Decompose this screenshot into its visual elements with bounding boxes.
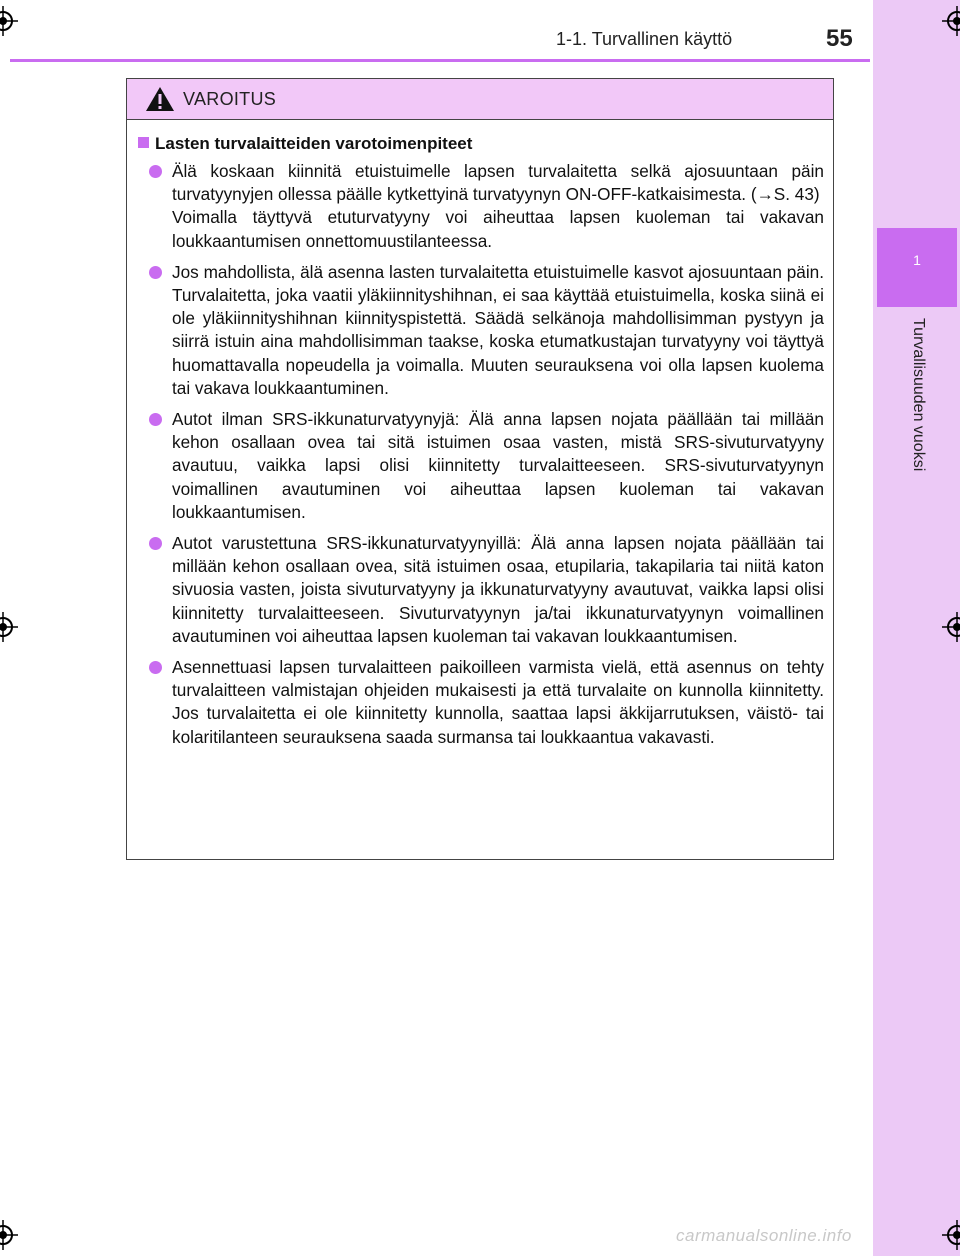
registration-mark-icon [942,612,960,642]
bullet-dot-icon [149,413,162,426]
list-item [135,408,825,524]
registration-mark-icon [0,6,18,36]
bullet-dot-icon [149,266,162,279]
watermark: carmanualsonline.info [676,1226,852,1245]
section-title [135,134,825,154]
item-paragraph: Autot ilman SRS-ikkunaturvatyynyjä: Älä anna lapsen nojata päällään tai millään kehon osallaan ovea tai sitä istuimen osaa vasten, mistä SRS-sivuturvatyyny avautuu, vaikka lapsi olisi kiinnitetty turvalaitteeseen. SRS-sivuturvatyynyn voimallinen avautuminen voi aiheuttaa lapsen kuoleman tai vakavan loukkaantumisen. [172,409,824,522]
section-title-text: Lasten turvalaitteiden varotoimenpiteet [155,134,473,153]
page-number: 55 [826,25,853,52]
warning-triangle-icon [145,86,175,112]
chapter-number: 1 [913,252,921,268]
header-rule [10,59,870,62]
list-item [135,656,825,749]
item-paragraph: Asennettuasi lapsen turvalaitteen paikoilleen varmista vielä, että asennus on tehty turvalaitteen valmistajan ohjeiden mukaisesti ja että turvalaite on kunnolla kiinnitetty. Jos turvalaitetta ei ole kiinnitetty kunnolla, saattaa lapsi äkkijarrutuksen, väistö- tai kolaritilanteen seurauksena saada surmansa tai loukkaantua vakavasti. [172,657,824,747]
chapter-tab [877,228,957,307]
registration-mark-icon [942,1220,960,1250]
chapter-title: Turvallisuuden vuoksi [910,318,927,472]
registration-mark-icon [0,1220,18,1250]
list-item [135,532,825,648]
registration-mark-icon [942,6,960,36]
warning-title: VAROITUS [183,89,277,109]
item-paragraph: Autot varustettuna SRS-ikkunaturvatyynyillä: Älä anna lapsen nojata päällään tai millään kehon osallaan ovea, sitä istuimen osaa, etupilaria, takapilaria tai niitä katon sivuosia vasten, joista sivuturvatyyny ja ikkunaturvatyyny avautuvat, vaikka lapsi olisi kiinnitetty turvalaitteeseen. Sivuturvatyynyn ja/tai ikkunaturvatyynyn voimallinen avautuminen voi aiheuttaa lapsen kuoleman tai vakavan loukkaantumisen. [172,533,824,646]
warning-header [127,79,833,120]
item-paragraph: Älä koskaan kiinnitä etuistuimelle lapsen turvalaitetta selkä ajosuuntaan päin turvatyynyjen ollessa päälle kytkettyinä turvatyynyn ON-OFF-katkaisimesta. (→S. 43) [172,161,824,205]
section-header: 1-1. Turvallinen käyttö [556,29,733,49]
item-paragraph: Jos mahdollista, älä asenna lasten turvalaitetta etuistuimelle kasvot ajosuuntaan päin. Turvalaitetta, joka vaatii yläkiinnityshihnan, ei saa käyttää etuistuimella, koska siinä ei ole yläkiinnityshihnan kiinnityspistettä. Säädä selkänoja mahdollisimman pystyyn ja siirrä istuin aina mahdollisimman taakse, koska etumatkustajan turvatyyny voi täyttyä huomattavalla nopeudella ja voimalla. Muuten seurauksena voi olla lapsen kuolema tai vakava loukkaantuminen. [172,261,824,398]
bullet-dot-icon [149,537,162,550]
item-paragraph: Voimalla täyttyvä etuturvatyyny voi aiheuttaa lapsen kuoleman tai vakavan loukkaantumisen onnettomuustilanteessa. [172,207,824,251]
list-item [135,261,825,400]
warning-body [127,120,833,749]
warning-box [126,78,834,860]
section-square-icon [138,137,149,148]
bullet-dot-icon [149,165,162,178]
bullet-dot-icon [149,661,162,674]
list-item [135,160,825,253]
registration-mark-icon [0,612,18,642]
